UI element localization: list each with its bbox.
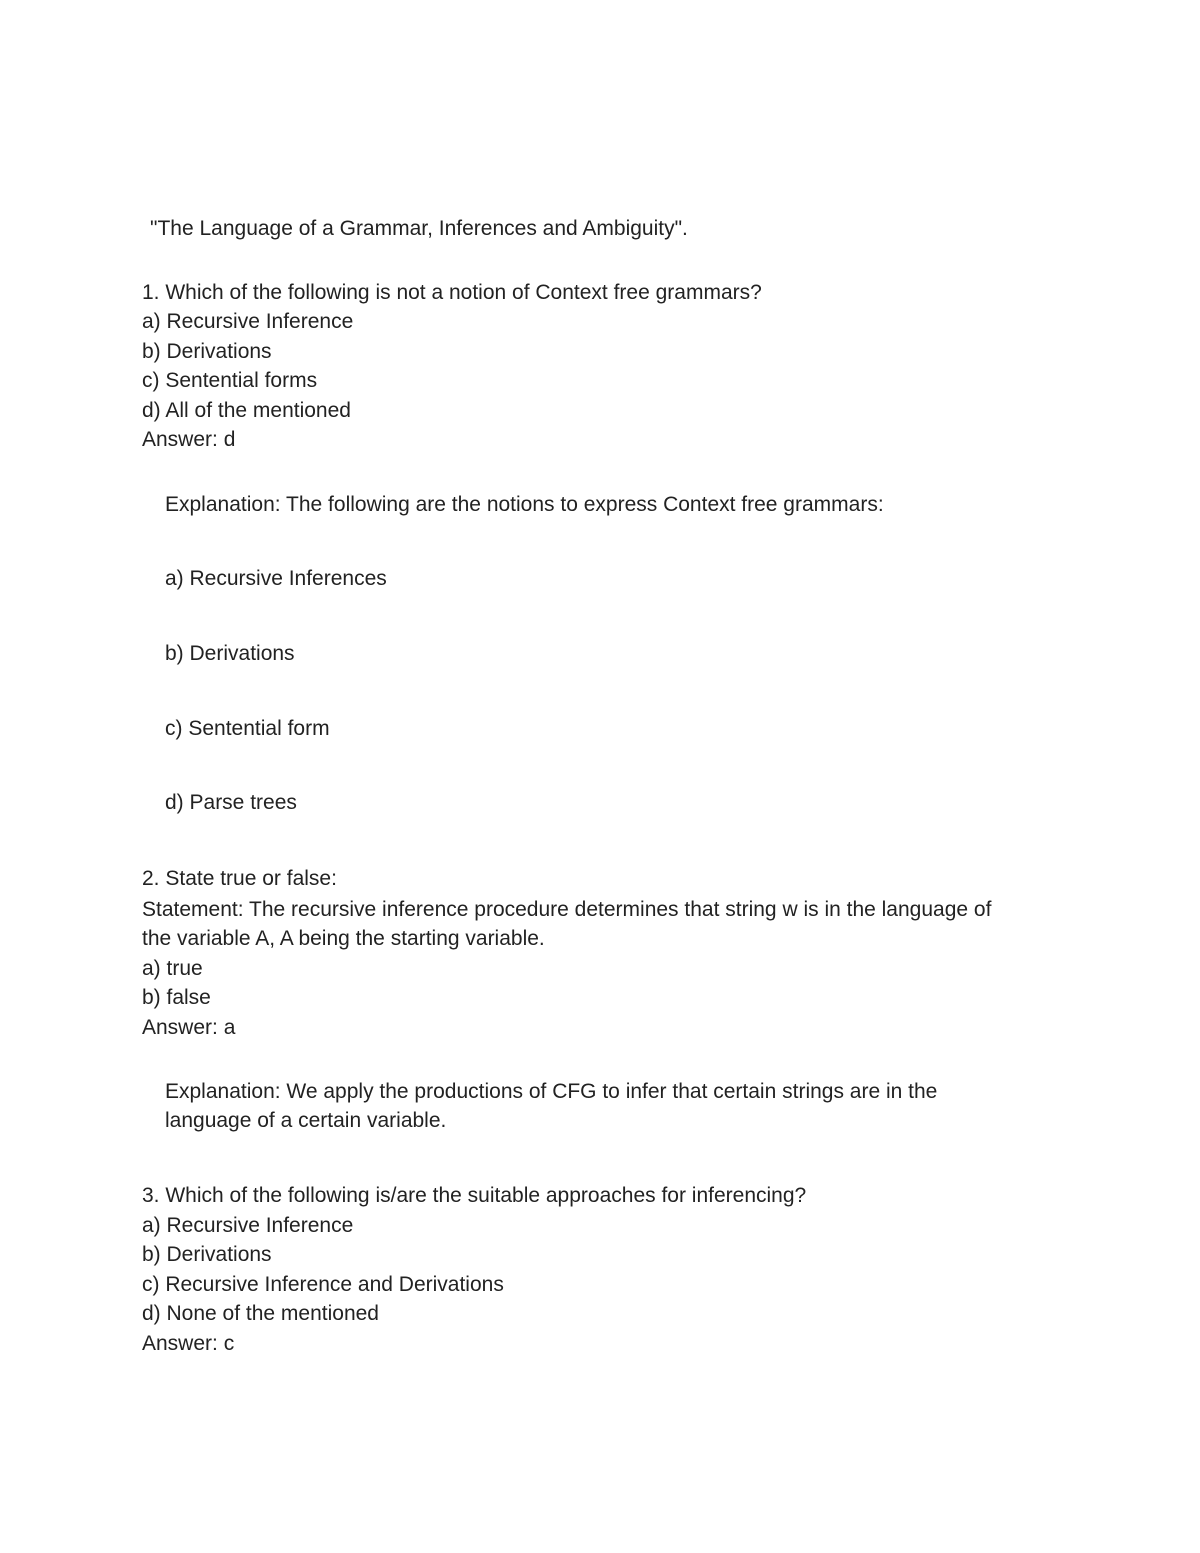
q3-option-b: b) Derivations xyxy=(142,1243,272,1266)
q1-explanation-item-a: a) Recursive Inferences xyxy=(165,567,387,590)
q2-explanation-line-2: language of a certain variable. xyxy=(165,1109,447,1132)
q2-answer: Answer: a xyxy=(142,1016,236,1039)
question-1: 1. Which of the following is not a notion of Context free grammars? xyxy=(142,281,762,304)
question-2: 2. State true or false: xyxy=(142,867,337,890)
document-title: "The Language of a Grammar, Inferences and Ambiguity". xyxy=(150,217,688,240)
q3-option-d: d) None of the mentioned xyxy=(142,1302,379,1325)
q2-statement-line-2: the variable A, A being the starting variable. xyxy=(142,927,545,950)
q1-answer: Answer: d xyxy=(142,428,236,451)
q2-option-b: b) false xyxy=(142,986,211,1009)
q1-option-b: b) Derivations xyxy=(142,340,272,363)
q3-option-c: c) Recursive Inference and Derivations xyxy=(142,1273,504,1296)
q1-explanation-item-b: b) Derivations xyxy=(165,642,295,665)
q1-option-d: d) All of the mentioned xyxy=(142,399,351,422)
q2-statement-line-1: Statement: The recursive inference procedure determines that string w is in the language of xyxy=(142,898,992,921)
q3-option-a: a) Recursive Inference xyxy=(142,1214,354,1237)
q1-explanation-item-c: c) Sentential form xyxy=(165,717,330,740)
q3-answer: Answer: c xyxy=(142,1332,235,1355)
q2-explanation-line-1: Explanation: We apply the productions of CFG to infer that certain strings are in the xyxy=(165,1080,938,1103)
question-3: 3. Which of the following is/are the suitable approaches for inferencing? xyxy=(142,1184,807,1207)
q1-option-a: a) Recursive Inference xyxy=(142,310,354,333)
q1-option-c: c) Sentential forms xyxy=(142,369,318,392)
q1-explanation-item-d: d) Parse trees xyxy=(165,791,297,814)
q1-explanation: Explanation: The following are the notions to express Context free grammars: xyxy=(165,493,884,516)
q2-option-a: a) true xyxy=(142,957,203,980)
